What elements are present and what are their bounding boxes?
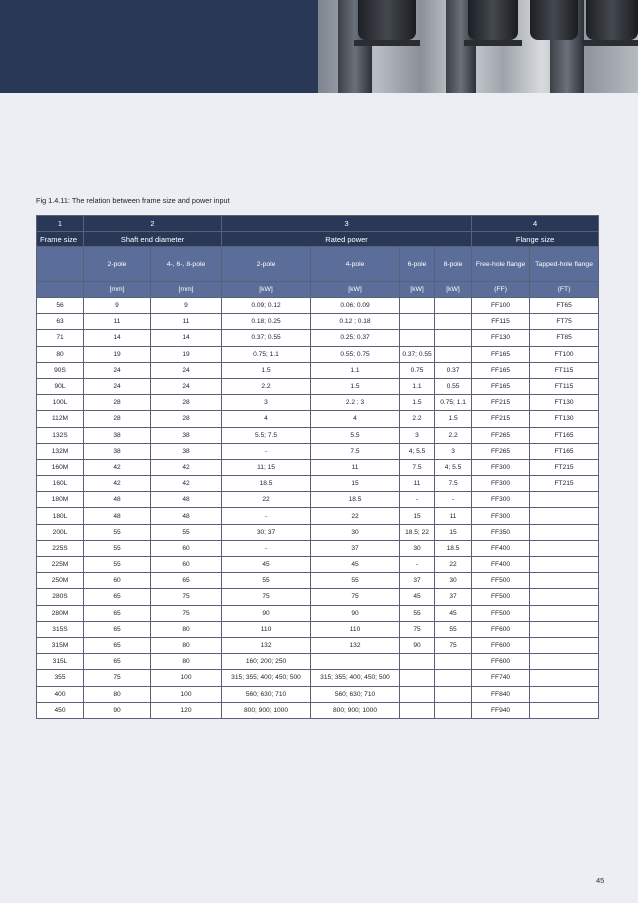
table-cell: 37 [400, 573, 435, 589]
table-cell: 7.5 [435, 476, 472, 492]
table-row [37, 686, 599, 702]
table-cell: FF300 [472, 508, 530, 524]
table-cell: FF400 [472, 540, 530, 556]
table-cell: 48 [151, 492, 222, 508]
unit-label: [kW] [400, 282, 435, 298]
table-cell: 24 [151, 378, 222, 394]
unit-label: [mm] [151, 282, 222, 298]
table-cell: 11 [435, 508, 472, 524]
table-cell: 55 [84, 540, 151, 556]
table-cell: 90 [311, 605, 400, 621]
table-cell: 0.55; 0.75 [311, 346, 400, 362]
table-row [37, 492, 599, 508]
table-cell: 45 [222, 557, 311, 573]
table-cell: 75 [311, 589, 400, 605]
table-cell: 0.37; 0.55 [222, 330, 311, 346]
table-cell: 315L [37, 654, 84, 670]
table-cell: 160L [37, 476, 84, 492]
column-subheader: 6-pole [400, 247, 435, 282]
table-cell: 65 [84, 637, 151, 653]
table-cell: 45 [435, 605, 472, 621]
table-cell [400, 670, 435, 686]
table-cell: 315S [37, 621, 84, 637]
table-row [37, 395, 599, 411]
table-cell: FF740 [472, 670, 530, 686]
table-cell: 200L [37, 524, 84, 540]
table-cell: 0.37; 0.55 [400, 346, 435, 362]
table-cell: 55 [151, 524, 222, 540]
table-cell: FF840 [472, 686, 530, 702]
table-cell: 1.1 [400, 378, 435, 394]
table-cell: 100 [151, 670, 222, 686]
table-cell: FF300 [472, 476, 530, 492]
table-cell: 28 [84, 411, 151, 427]
table-cell: FT65 [530, 298, 599, 314]
column-subheader: 2-pole [222, 247, 311, 282]
table-cell: 4; 5.5 [435, 459, 472, 475]
table-cell: 132 [311, 637, 400, 653]
table-cell: FF500 [472, 573, 530, 589]
column-subheader: Free-hole flange [472, 247, 530, 282]
table-cell: FF500 [472, 589, 530, 605]
column-number: 2 [84, 216, 222, 232]
table-cell: 560; 630; 710 [311, 686, 400, 702]
table-cell: 110 [311, 621, 400, 637]
table-cell: 14 [151, 330, 222, 346]
unit-label: [kW] [435, 282, 472, 298]
table-cell: 19 [84, 346, 151, 362]
table-cell: 65 [151, 573, 222, 589]
table-row [37, 346, 599, 362]
table-cell [400, 654, 435, 670]
table-cell [435, 702, 472, 718]
table-cell: 60 [151, 540, 222, 556]
table-cell: FF265 [472, 443, 530, 459]
unit-label: (FF) [472, 282, 530, 298]
table-cell [435, 346, 472, 362]
table-cell: FT215 [530, 459, 599, 475]
table-cell [530, 540, 599, 556]
table-cell: 280S [37, 589, 84, 605]
table-cell: 280M [37, 605, 84, 621]
table-cell: 42 [151, 459, 222, 475]
table-cell: 180M [37, 492, 84, 508]
table-cell: 90 [400, 637, 435, 653]
table-cell: 4 [222, 411, 311, 427]
table-cell [530, 654, 599, 670]
table-cell [400, 702, 435, 718]
table-cell: 90 [84, 702, 151, 718]
table-cell: 80 [37, 346, 84, 362]
table-cell [530, 589, 599, 605]
table-cell: 2.2 [435, 427, 472, 443]
table-row [37, 654, 599, 670]
table-cell: 225M [37, 557, 84, 573]
table-cell: FT115 [530, 378, 599, 394]
table-cell: FF215 [472, 395, 530, 411]
table-cell: 48 [84, 492, 151, 508]
table-cell: 28 [151, 395, 222, 411]
table-cell [530, 686, 599, 702]
table-row [37, 557, 599, 573]
table-cell: FF265 [472, 427, 530, 443]
table-cell: 55 [400, 605, 435, 621]
figure-caption: Fig 1.4.11: The relation between frame size and power input [36, 196, 230, 205]
table-cell: 3 [222, 395, 311, 411]
table-cell: 55 [84, 524, 151, 540]
table-cell: FF130 [472, 330, 530, 346]
table-cell: 160; 200; 250 [222, 654, 311, 670]
table-cell: 75 [151, 605, 222, 621]
table-cell [400, 298, 435, 314]
table-cell [530, 670, 599, 686]
table-cell: 38 [151, 443, 222, 459]
table-cell: 2.2 [222, 378, 311, 394]
column-number: 3 [222, 216, 472, 232]
column-group-row [37, 232, 599, 247]
table-cell: 15 [311, 476, 400, 492]
table-cell: 38 [84, 427, 151, 443]
table-cell: 0.37 [435, 362, 472, 378]
table-cell: 0.25; 0.37 [311, 330, 400, 346]
table-cell: FF115 [472, 314, 530, 330]
table-cell: 37 [311, 540, 400, 556]
table-cell: 30 [311, 524, 400, 540]
table-cell [530, 637, 599, 653]
table-cell: 11 [151, 314, 222, 330]
column-subheader: Tapped-hole flange [530, 247, 599, 282]
table-cell: 2.2 ; 3 [311, 395, 400, 411]
table-cell: 0.18; 0.25 [222, 314, 311, 330]
table-row [37, 443, 599, 459]
table-cell [400, 314, 435, 330]
table-cell: 3 [435, 443, 472, 459]
table-cell: 0.75; 1.1 [435, 395, 472, 411]
table-row [37, 378, 599, 394]
table-cell: 90L [37, 378, 84, 394]
unit-label: (FT) [530, 282, 599, 298]
table-cell [435, 314, 472, 330]
table-cell: 0.55 [435, 378, 472, 394]
table-cell: 80 [84, 686, 151, 702]
table-cell: FF600 [472, 637, 530, 653]
table-cell [530, 702, 599, 718]
table-cell: 225S [37, 540, 84, 556]
table-cell: 450 [37, 702, 84, 718]
table-row [37, 298, 599, 314]
table-cell: 1.5 [400, 395, 435, 411]
table-row [37, 621, 599, 637]
table-cell: 132 [222, 637, 311, 653]
table-cell: 55 [84, 557, 151, 573]
table-cell: 7.5 [400, 459, 435, 475]
table-cell: 9 [151, 298, 222, 314]
table-cell: - [400, 557, 435, 573]
table-cell: 45 [400, 589, 435, 605]
table-row [37, 540, 599, 556]
table-cell: 38 [84, 443, 151, 459]
table-cell: 80 [151, 637, 222, 653]
table-cell: 7.5 [311, 443, 400, 459]
table-row [37, 670, 599, 686]
table-cell [530, 492, 599, 508]
table-row [37, 476, 599, 492]
table-cell: 800; 900; 1000 [222, 702, 311, 718]
table-cell: FF500 [472, 605, 530, 621]
table-cell: 132S [37, 427, 84, 443]
table-cell: 22 [222, 492, 311, 508]
frame-size-table [36, 215, 599, 719]
table-cell: 60 [151, 557, 222, 573]
table-cell: FF215 [472, 411, 530, 427]
table-cell: 75 [400, 621, 435, 637]
column-group-header: Flange size [472, 232, 599, 247]
table-cell: 120 [151, 702, 222, 718]
table-cell: - [222, 443, 311, 459]
table-row [37, 589, 599, 605]
unit-label [37, 282, 84, 298]
table-cell: 9 [84, 298, 151, 314]
table-row [37, 524, 599, 540]
table-cell: FF100 [472, 298, 530, 314]
table-cell [435, 330, 472, 346]
table-cell: 11 [84, 314, 151, 330]
table-cell: 0.75 [400, 362, 435, 378]
column-subheader-row [37, 247, 599, 282]
table-cell: 71 [37, 330, 84, 346]
table-cell [530, 605, 599, 621]
table-cell: FF300 [472, 492, 530, 508]
table-cell: FF165 [472, 346, 530, 362]
table-cell: 65 [84, 605, 151, 621]
page-number: 45 [596, 876, 605, 885]
table-cell: 800; 900; 1000 [311, 702, 400, 718]
table-cell: 11 [311, 459, 400, 475]
table-cell: 0.09; 0.12 [222, 298, 311, 314]
table-cell: - [400, 492, 435, 508]
table-cell: FT130 [530, 395, 599, 411]
table-cell: 400 [37, 686, 84, 702]
table-cell: 5.5 [311, 427, 400, 443]
table-cell: 75 [151, 589, 222, 605]
table-row [37, 573, 599, 589]
table-cell: FT215 [530, 476, 599, 492]
table-cell: 315; 355; 400; 450; 500 [311, 670, 400, 686]
table-cell: 56 [37, 298, 84, 314]
table-cell: 63 [37, 314, 84, 330]
table-cell: 55 [435, 621, 472, 637]
table-cell: 42 [84, 476, 151, 492]
table-cell: 315M [37, 637, 84, 653]
table-cell: 18.5 [435, 540, 472, 556]
table-cell: 30 [435, 573, 472, 589]
table-cell: 80 [151, 621, 222, 637]
table-cell: 30; 37 [222, 524, 311, 540]
table-cell: FF165 [472, 378, 530, 394]
column-group-header: Frame size [37, 232, 84, 247]
table-cell: 37 [435, 589, 472, 605]
table-cell: 42 [84, 459, 151, 475]
table-cell: 19 [151, 346, 222, 362]
table-cell: 30 [400, 540, 435, 556]
table-row [37, 427, 599, 443]
table-cell: 24 [84, 362, 151, 378]
table-cell: 560; 630; 710 [222, 686, 311, 702]
table-cell: 4; 5.5 [400, 443, 435, 459]
table-cell: FF165 [472, 362, 530, 378]
table-cell [530, 524, 599, 540]
table-cell: FF940 [472, 702, 530, 718]
table-cell: 1.5 [222, 362, 311, 378]
table-cell: FF400 [472, 557, 530, 573]
table-cell: 48 [151, 508, 222, 524]
table-cell: 0.06; 0.09 [311, 298, 400, 314]
table-cell: 18.5 [311, 492, 400, 508]
table-cell: 90S [37, 362, 84, 378]
table-cell: 15 [435, 524, 472, 540]
column-subheader: 4-, 6-, 8-pole [151, 247, 222, 282]
table-cell: 90 [222, 605, 311, 621]
table-cell [530, 573, 599, 589]
table-cell: 4 [311, 411, 400, 427]
table-cell: 75 [435, 637, 472, 653]
table-cell: 65 [84, 589, 151, 605]
table-cell: 11; 15 [222, 459, 311, 475]
table-cell: 22 [311, 508, 400, 524]
table-cell: 112M [37, 411, 84, 427]
table-cell [530, 557, 599, 573]
table-cell: 28 [84, 395, 151, 411]
table-cell: 18.5; 22 [400, 524, 435, 540]
table-cell: 55 [311, 573, 400, 589]
table-row [37, 459, 599, 475]
table-row [37, 314, 599, 330]
table-row [37, 637, 599, 653]
table-cell: FT75 [530, 314, 599, 330]
column-subheader: 8-pole [435, 247, 472, 282]
table-cell: FT130 [530, 411, 599, 427]
table-cell: 180L [37, 508, 84, 524]
table-cell: 38 [151, 427, 222, 443]
unit-row [37, 282, 599, 298]
table-cell: 0.75; 1.1 [222, 346, 311, 362]
table-cell [435, 298, 472, 314]
table-cell: FT85 [530, 330, 599, 346]
column-subheader: 4-pole [311, 247, 400, 282]
table-cell: 11 [400, 476, 435, 492]
table-cell: 132M [37, 443, 84, 459]
table-cell: 3 [400, 427, 435, 443]
table-cell: 45 [311, 557, 400, 573]
table-cell: FF300 [472, 459, 530, 475]
table-cell: FT165 [530, 427, 599, 443]
table-cell: 100L [37, 395, 84, 411]
table-cell: 22 [435, 557, 472, 573]
table-cell: 355 [37, 670, 84, 686]
table-cell: 65 [84, 621, 151, 637]
table-cell [435, 670, 472, 686]
table-cell: - [222, 540, 311, 556]
table-cell: 1.5 [311, 378, 400, 394]
table-cell [435, 654, 472, 670]
table-cell: FT115 [530, 362, 599, 378]
column-number: 1 [37, 216, 84, 232]
table-cell: 2.2 [400, 411, 435, 427]
table-row [37, 330, 599, 346]
table-cell: 48 [84, 508, 151, 524]
table-cell [530, 508, 599, 524]
column-subheader [37, 247, 84, 282]
table-row [37, 702, 599, 718]
table-cell [400, 330, 435, 346]
table-cell: 5.5; 7.5 [222, 427, 311, 443]
table-cell: 0.12 ; 0.18 [311, 314, 400, 330]
header-photo [318, 0, 638, 93]
table-cell: 75 [222, 589, 311, 605]
table-cell: 15 [400, 508, 435, 524]
table-cell [530, 621, 599, 637]
table-cell: 42 [151, 476, 222, 492]
table-cell [435, 686, 472, 702]
table-cell: 160M [37, 459, 84, 475]
table-row [37, 362, 599, 378]
column-subheader: 2-pole [84, 247, 151, 282]
table-cell: 60 [84, 573, 151, 589]
column-group-header: Rated power [222, 232, 472, 247]
table-cell: - [222, 508, 311, 524]
table-body [37, 298, 599, 719]
table-cell: 55 [222, 573, 311, 589]
unit-label: [kW] [222, 282, 311, 298]
table-cell: - [435, 492, 472, 508]
column-number-row [37, 216, 599, 232]
table-cell: 28 [151, 411, 222, 427]
column-number: 4 [472, 216, 599, 232]
table-cell: 250M [37, 573, 84, 589]
table-cell: FT100 [530, 346, 599, 362]
table-cell: FF600 [472, 654, 530, 670]
table-cell: 24 [151, 362, 222, 378]
table-cell: 315; 355; 400; 450; 500 [222, 670, 311, 686]
table-cell: FF600 [472, 621, 530, 637]
table-cell [311, 654, 400, 670]
unit-label: [mm] [84, 282, 151, 298]
unit-label: [kW] [311, 282, 400, 298]
table-cell: 75 [84, 670, 151, 686]
table-cell: 1.5 [435, 411, 472, 427]
table-cell: 100 [151, 686, 222, 702]
column-group-header: Shaft end diameter [84, 232, 222, 247]
table-row [37, 411, 599, 427]
table-cell [400, 686, 435, 702]
table-row [37, 508, 599, 524]
table-cell: 24 [84, 378, 151, 394]
table-cell: 1.1 [311, 362, 400, 378]
table-row [37, 605, 599, 621]
table-cell: 18.5 [222, 476, 311, 492]
table-cell: FF350 [472, 524, 530, 540]
table-cell: 110 [222, 621, 311, 637]
table-cell: FT165 [530, 443, 599, 459]
table-cell: 65 [84, 654, 151, 670]
table-cell: 14 [84, 330, 151, 346]
table-cell: 80 [151, 654, 222, 670]
